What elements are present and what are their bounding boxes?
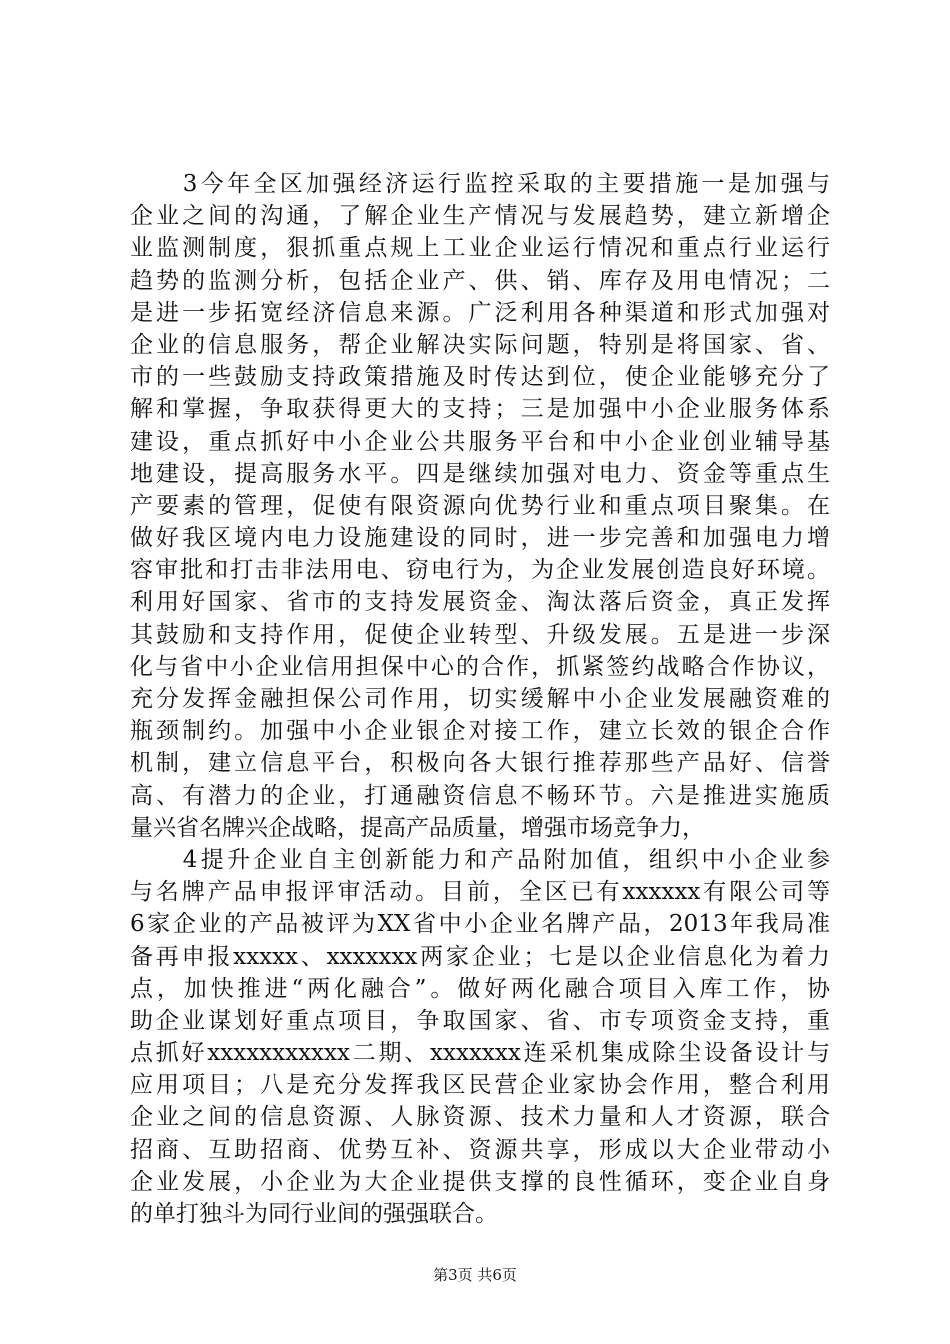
text-line: 业监测制度，狠抓重点规上工业企业运行情况和重点行业运行 <box>130 235 830 262</box>
text-line: 趋势的监测分析，包括企业产、供、销、库存及用电情况；二 <box>130 267 830 294</box>
text-line: 企业之间的信息资源、人脉资源、技术力量和人才资源，联合 <box>130 1104 830 1131</box>
text-line: 利用好国家、省市的支持发展资金、淘汰落后资金，真正发挥 <box>130 589 830 616</box>
text-line: 应用项目；八是充分发挥我区民营企业家协会作用，整合利用 <box>130 1072 830 1099</box>
text-line: 化与省中小企业信用担保中心的合作，抓紧签约战略合作协议， <box>130 653 830 680</box>
text-line: 做好我区境内电力设施建设的同时，进一步完善和加强电力增 <box>130 525 830 552</box>
text-line: 点抓好xxxxxxxxxxx二期、xxxxxxx连采机集成除尘设备设计与 <box>130 1040 830 1067</box>
text-line: 机制，建立信息平台，积极向各大银行推荐那些产品好、信誉 <box>130 750 830 777</box>
text-line: 招商、互助招商、优势互补、资源共享，形成以大企业带动小 <box>130 1136 830 1163</box>
text-line: 3今年全区加强经济运行监控采取的主要措施一是加强与 <box>130 171 830 197</box>
text-line: 6家企业的产品被评为XX省中小企业名牌产品，2013年我局准 <box>130 911 830 938</box>
text-line: 企业之间的沟通，了解企业生产情况与发展趋势，建立新增企 <box>130 203 830 230</box>
text-line: 企业的信息服务，帮企业解决实际问题，特别是将国家、省、 <box>130 331 830 358</box>
page-footer <box>0 1265 950 1285</box>
text-line: 备再申报xxxxx、xxxxxxx两家企业；七是以企业信息化为着力 <box>130 943 830 970</box>
text-line: 与名牌产品申报评审活动。目前，全区已有xxxxxx有限公司等 <box>130 879 830 906</box>
text-line: 点，加快推进“两化融合”。做好两化融合项目入库工作，协 <box>130 975 830 1002</box>
text-line: 产要素的管理，促使有限资源向优势行业和重点项目聚集。在 <box>130 492 830 519</box>
text-line: 容审批和打击非法用电、窃电行为，为企业发展创造良好环境。 <box>130 557 830 584</box>
text-line: 地建设，提高服务水平。四是继续加强对电力、资金等重点生 <box>130 460 830 487</box>
text-line: 助企业谋划好重点项目，争取国家、省、市专项资金支持，重 <box>130 1007 830 1034</box>
page-number: 第3页 共6页 <box>433 1266 517 1284</box>
text-line: 瓶颈制约。加强中小企业银企对接工作，建立长效的银企合作 <box>130 718 830 745</box>
text-line: 高、有潜力的企业，打通融资信息不畅环节。六是推进实施质 <box>130 782 830 809</box>
text-line: 是进一步拓宽经济信息来源。广泛利用各种渠道和形式加强对 <box>130 299 830 326</box>
text-line: 量兴省名牌兴企战略，提高产品质量，增强市场竞争力， <box>130 814 705 841</box>
text-line: 建设，重点抓好中小企业公共服务平台和中小企业创业辅导基 <box>130 428 830 455</box>
text-line: 市的一些鼓励支持政策措施及时传达到位，使企业能够充分了 <box>130 364 830 391</box>
body-text <box>130 168 830 1230</box>
text-line: 其鼓励和支持作用，促使企业转型、升级发展。五是进一步深 <box>130 621 830 648</box>
text-line: 解和掌握，争取获得更大的支持；三是加强中小企业服务体系 <box>130 396 830 423</box>
text-line: 4提升企业自主创新能力和产品附加值，组织中小企业参 <box>130 846 830 873</box>
text-line: 充分发挥金融担保公司作用，切实缓解中小企业发展融资难的 <box>130 686 830 712</box>
text-line: 的单打独斗为同行业间的强强联合。 <box>130 1201 498 1227</box>
text-line: 企业发展，小企业为大企业提供支撑的良性循环，变企业自身 <box>130 1168 830 1195</box>
